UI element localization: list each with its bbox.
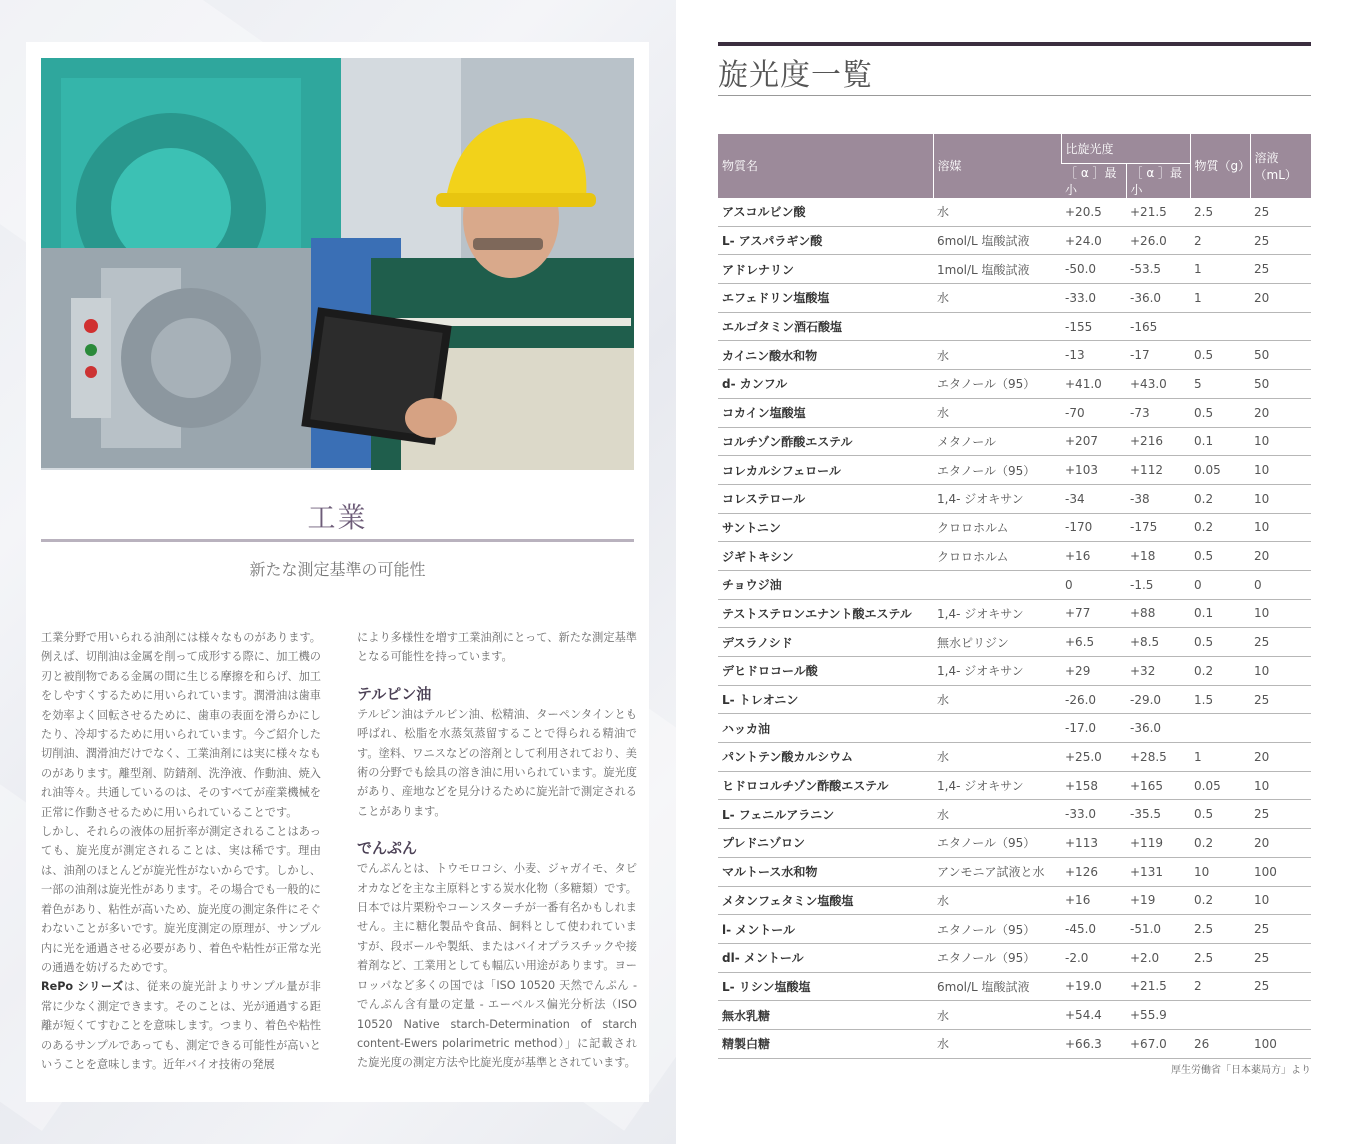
cell-mass: 1 (1190, 743, 1250, 772)
cell-volume: 25 (1250, 628, 1311, 657)
cell-name: L- リシン塩酸塩 (718, 972, 933, 1001)
cell-mass: 0.2 (1190, 484, 1250, 513)
cell-volume: 20 (1250, 398, 1311, 427)
cell-min1: +6.5 (1061, 628, 1126, 657)
cell-solvent: 1,4- ジオキサン (933, 599, 1061, 628)
cell-solvent: エタノール（95） (933, 943, 1061, 972)
cell-solvent (933, 570, 1061, 599)
cell-min2: -175 (1126, 513, 1190, 542)
cell-min2: -53.5 (1126, 255, 1190, 284)
cell-solvent: 水 (933, 685, 1061, 714)
cell-solvent: 水 (933, 1001, 1061, 1030)
cell-min2: +119 (1126, 829, 1190, 858)
cell-solvent: 6mol/L 塩酸試液 (933, 226, 1061, 255)
cell-name: d- カンフル (718, 370, 933, 399)
cell-name: エフェドリン塩酸塩 (718, 284, 933, 313)
cell-name: パントテン酸カルシウム (718, 743, 933, 772)
table-row (718, 1029, 1311, 1058)
cell-volume: 20 (1250, 743, 1311, 772)
cell-min2: -29.0 (1126, 685, 1190, 714)
cell-solvent: メタノール (933, 427, 1061, 456)
cell-solvent (933, 312, 1061, 341)
table-row (718, 657, 1311, 686)
cell-min2: +21.5 (1126, 972, 1190, 1001)
cell-name: 無水乳糖 (718, 1001, 933, 1030)
table-row (718, 857, 1311, 886)
cell-min2: +165 (1126, 771, 1190, 800)
cell-min2: +88 (1126, 599, 1190, 628)
right-page-top-bar (718, 42, 1311, 46)
table-row (718, 599, 1311, 628)
cell-solvent: クロロホルム (933, 513, 1061, 542)
section-title: 工業 (307, 501, 368, 534)
cell-min1: +158 (1061, 771, 1126, 800)
cell-min2: -38 (1126, 484, 1190, 513)
cell-mass: 0.5 (1190, 542, 1250, 571)
cell-min1: +24.0 (1061, 226, 1126, 255)
cell-mass: 2.5 (1190, 198, 1250, 227)
cell-min2: +21.5 (1126, 198, 1190, 227)
cell-name: 精製白糖 (718, 1029, 933, 1058)
header-specific-rotation: 比旋光度 (1061, 134, 1190, 163)
cell-min1: +16 (1061, 542, 1126, 571)
cell-solvent: エタノール（95） (933, 915, 1061, 944)
header-min-1: ［ α ］最小 (1061, 163, 1126, 198)
paragraph-repo-text: は、従来の旋光計よりサンプル量が非常に少なく測定できます。そのことは、光が通過する距離が短くてすむことを意味します。つまり、着色や粘性のあるサンプルであっても、測定できる可能性が高いということを意味します。近年バイオ技術の発展 (41, 980, 321, 1071)
cell-min1: +25.0 (1061, 743, 1126, 772)
cell-name: サントニン (718, 513, 933, 542)
table-row (718, 972, 1311, 1001)
body-column-2 (357, 628, 637, 1073)
cell-name: コレカルシフェロール (718, 456, 933, 485)
cell-volume: 25 (1250, 255, 1311, 284)
cell-name: アドレナリン (718, 255, 933, 284)
paragraph-turpentine: テルピン油はテルビン油、松精油、ターペンタインとも呼ばれ、松脂を水蒸気蒸留することで得られる精油です。塗料、ワニスなどの溶剤として利用されており、美術の分野でも絵具の溶き油に用いられています。旋光度があり、産地などを見分けるために旋光計で測定されることがあります。 (357, 707, 637, 818)
cell-name: メタンフェタミン塩酸塩 (718, 886, 933, 915)
cell-solvent: 水 (933, 198, 1061, 227)
cell-mass: 26 (1190, 1029, 1250, 1058)
header-min-2: ［ α ］最小 (1126, 163, 1190, 198)
cell-name: マルトース水和物 (718, 857, 933, 886)
table-row (718, 800, 1311, 829)
cell-min1: -33.0 (1061, 800, 1126, 829)
table-row (718, 484, 1311, 513)
cell-min1: +41.0 (1061, 370, 1126, 399)
cell-min2: -36.0 (1126, 284, 1190, 313)
cell-min1: 0 (1061, 570, 1126, 599)
cell-min1: +29 (1061, 657, 1126, 686)
cell-solvent: 1,4- ジオキサン (933, 771, 1061, 800)
cell-solvent: 水 (933, 800, 1061, 829)
cell-volume: 10 (1250, 513, 1311, 542)
table-row (718, 284, 1311, 313)
cell-mass (1190, 714, 1250, 743)
paragraph-intro: 工業分野で用いられる油剤には様々なものがあります。例えば、切削油は金属を削って成形する際に、加工機の刃と被削物である金属の間に生じる摩擦を和らげ、加工をしやすくするために用いられています。潤滑油は歯車を効率よく回転させるために、歯車の表面を滑らかにしたり、冷却するために用いられています。今ご紹介した切削油、潤滑油だけでなく、工業油剤には実に様々なものがあります。離型剤、防錆剤、洗浄液、作動油、焼入れ油等々。共通しているのは、そのすべてが産業機械を正常に作動させるために用いられていることです。 (41, 631, 321, 819)
cell-volume: 10 (1250, 484, 1311, 513)
cell-mass: 0.5 (1190, 341, 1250, 370)
table-row (718, 1001, 1311, 1030)
optical-rotation-table (718, 134, 1311, 1059)
cell-name: デヒドロコール酸 (718, 657, 933, 686)
cell-min2: +43.0 (1126, 370, 1190, 399)
table-row (718, 829, 1311, 858)
cell-min1: +66.3 (1061, 1029, 1126, 1058)
paragraph-repo (41, 977, 321, 1074)
cell-min1: -70 (1061, 398, 1126, 427)
cell-min1: -34 (1061, 484, 1126, 513)
cell-min2: +216 (1126, 427, 1190, 456)
page-title: 旋光度一覧 (718, 58, 873, 93)
cell-volume: 0 (1250, 570, 1311, 599)
cell-volume: 10 (1250, 427, 1311, 456)
cell-min2: +112 (1126, 456, 1190, 485)
table-row (718, 370, 1311, 399)
cell-min1: +19.0 (1061, 972, 1126, 1001)
cell-name: コルチゾン酢酸エステル (718, 427, 933, 456)
cell-min2: -165 (1126, 312, 1190, 341)
cell-name: プレドニゾロン (718, 829, 933, 858)
section-subtitle: 新たな測定基準の可能性 (249, 560, 426, 579)
cell-min1: -13 (1061, 341, 1126, 370)
repo-series-bold: RePo シリーズ (41, 980, 124, 994)
header-solvent: 溶媒 (933, 134, 1061, 198)
cell-volume: 100 (1250, 1029, 1311, 1058)
cell-min1: +207 (1061, 427, 1126, 456)
cell-min2: +8.5 (1126, 628, 1190, 657)
cell-mass: 1 (1190, 255, 1250, 284)
cell-min2: +19 (1126, 886, 1190, 915)
cell-mass: 0.5 (1190, 800, 1250, 829)
cell-name: ハッカ油 (718, 714, 933, 743)
cell-name: l- メントール (718, 915, 933, 944)
cell-mass: 5 (1190, 370, 1250, 399)
cell-volume: 10 (1250, 771, 1311, 800)
cell-volume: 20 (1250, 284, 1311, 313)
cell-min1: +126 (1061, 857, 1126, 886)
cell-min1: -155 (1061, 312, 1126, 341)
cell-min1: -45.0 (1061, 915, 1126, 944)
cell-name: ジギトキシン (718, 542, 933, 571)
cell-solvent: 1,4- ジオキサン (933, 484, 1061, 513)
cell-volume: 25 (1250, 915, 1311, 944)
cell-min2: -35.5 (1126, 800, 1190, 829)
cell-volume: 50 (1250, 341, 1311, 370)
cell-min1: -17.0 (1061, 714, 1126, 743)
cell-min2: +67.0 (1126, 1029, 1190, 1058)
cell-volume (1250, 714, 1311, 743)
cell-solvent: 6mol/L 塩酸試液 (933, 972, 1061, 1001)
cell-mass: 0.1 (1190, 427, 1250, 456)
industrial-worker-photo (41, 58, 634, 470)
paragraph-refraction: しかし、それらの液体の屈折率が測定されることはあっても、旋光度が測定されることは、実は稀です。理由は、油剤のほとんどが旋光性がないからです。しかし、一部の油剤は旋光性があります。その場合でも一般的に着色があり、粘性が高いため、旋光度の測定条件にそぐわないことが多いです。旋光度測定の原理が、サンプル内に光を通過させる必要があり、着色や粘性が正常な光の通過を妨げるためです。 (41, 825, 321, 974)
cell-name: デスラノシド (718, 628, 933, 657)
cell-solvent: 水 (933, 743, 1061, 772)
cell-min1: +103 (1061, 456, 1126, 485)
cell-volume: 25 (1250, 800, 1311, 829)
cell-min1: +20.5 (1061, 198, 1126, 227)
cell-volume: 25 (1250, 943, 1311, 972)
cell-min1: -26.0 (1061, 685, 1126, 714)
paragraph-continuation: により多様性を増す工業油剤にとって、新たな測定基準となる可能性を持っています。 (357, 631, 637, 664)
cell-name: アスコルビン酸 (718, 198, 933, 227)
heading-starch: でんぷん (357, 839, 418, 858)
cell-mass: 0.1 (1190, 599, 1250, 628)
cell-volume: 100 (1250, 857, 1311, 886)
cell-volume: 25 (1250, 685, 1311, 714)
cell-mass: 0.2 (1190, 829, 1250, 858)
table-row (718, 198, 1311, 227)
cell-volume: 20 (1250, 829, 1311, 858)
cell-name: コレステロール (718, 484, 933, 513)
cell-mass: 0.2 (1190, 513, 1250, 542)
cell-min2: -36.0 (1126, 714, 1190, 743)
table-row (718, 255, 1311, 284)
table-row (718, 714, 1311, 743)
cell-volume: 50 (1250, 370, 1311, 399)
cell-name: カイニン酸水和物 (718, 341, 933, 370)
cell-min2: -51.0 (1126, 915, 1190, 944)
title-underline (718, 95, 1311, 96)
cell-min2: +28.5 (1126, 743, 1190, 772)
cell-mass (1190, 312, 1250, 341)
cell-volume: 25 (1250, 226, 1311, 255)
cell-solvent: 水 (933, 341, 1061, 370)
cell-min1: +54.4 (1061, 1001, 1126, 1030)
cell-solvent: クロロホルム (933, 542, 1061, 571)
cell-volume: 20 (1250, 542, 1311, 571)
table-row (718, 341, 1311, 370)
table-row (718, 628, 1311, 657)
cell-min2: +18 (1126, 542, 1190, 571)
cell-volume: 10 (1250, 456, 1311, 485)
cell-mass: 2.5 (1190, 915, 1250, 944)
cell-min1: +16 (1061, 886, 1126, 915)
cell-mass: 2 (1190, 226, 1250, 255)
cell-mass: 10 (1190, 857, 1250, 886)
cell-solvent: エタノール（95） (933, 456, 1061, 485)
cell-min2: +32 (1126, 657, 1190, 686)
cell-volume: 10 (1250, 886, 1311, 915)
cell-mass: 1 (1190, 284, 1250, 313)
cell-solvent: 1,4- ジオキサン (933, 657, 1061, 686)
cell-mass: 1.5 (1190, 685, 1250, 714)
cell-solvent: 水 (933, 1029, 1061, 1058)
cell-mass: 0.2 (1190, 886, 1250, 915)
cell-mass: 2 (1190, 972, 1250, 1001)
cell-volume: 10 (1250, 599, 1311, 628)
cell-min1: +113 (1061, 829, 1126, 858)
cell-solvent: エタノール（95） (933, 370, 1061, 399)
cell-solvent: アンモニア試液と水 (933, 857, 1061, 886)
table-row (718, 456, 1311, 485)
table-row (718, 771, 1311, 800)
cell-name: テストステロンエナント酸エステル (718, 599, 933, 628)
cell-min2: -73 (1126, 398, 1190, 427)
table-row (718, 886, 1311, 915)
cell-mass: 2.5 (1190, 943, 1250, 972)
cell-mass (1190, 1001, 1250, 1030)
table-row (718, 570, 1311, 599)
table-row (718, 427, 1311, 456)
table-row (718, 398, 1311, 427)
table-row (718, 743, 1311, 772)
cell-solvent: 水 (933, 398, 1061, 427)
cell-name: ヒドロコルチゾン酢酸エステル (718, 771, 933, 800)
cell-solvent: 1mol/L 塩酸試液 (933, 255, 1061, 284)
cell-min1: -170 (1061, 513, 1126, 542)
cell-min1: -33.0 (1061, 284, 1126, 313)
cell-name: L- トレオニン (718, 685, 933, 714)
cell-solvent: 水 (933, 886, 1061, 915)
table-row (718, 513, 1311, 542)
cell-min1: -50.0 (1061, 255, 1126, 284)
table-row (718, 226, 1311, 255)
cell-solvent: エタノール（95） (933, 829, 1061, 858)
cell-volume: 25 (1250, 198, 1311, 227)
cell-min2: +2.0 (1126, 943, 1190, 972)
cell-mass: 0.5 (1190, 398, 1250, 427)
cell-name: チョウジ油 (718, 570, 933, 599)
cell-name: L- フェニルアラニン (718, 800, 933, 829)
cell-name: エルゴタミン酒石酸塩 (718, 312, 933, 341)
paragraph-starch: でんぷんとは、トウモロコシ、小麦、ジャガイモ、タピオカなどを主な主原料とする炭水化物（多糖類）です。日本では片栗粉やコーンスターチが一番有名かもしれません。主に糖化製品や食品、飼料として使われていますが、段ボールや製紙、またはバイオプラスチックや接着剤など、工業用としても幅広い用途があります。ヨーロッパなど多くの国では「ISO 10520 天然でんぷん - でんぷん含有量の定量 - エーベルス偏光分析法（ISO 10520 Native starch-Determination of starch content-Ewers polarimetric method）」に記載された旋光度の測定方法や比旋光度が基準とされています。 (357, 862, 637, 1070)
cell-volume: 25 (1250, 972, 1311, 1001)
cell-min2: +131 (1126, 857, 1190, 886)
cell-mass: 0.05 (1190, 771, 1250, 800)
heading-turpentine: テルピン油 (357, 684, 432, 703)
cell-min1: -2.0 (1061, 943, 1126, 972)
table-row (718, 685, 1311, 714)
cell-volume (1250, 1001, 1311, 1030)
cell-mass: 0.2 (1190, 657, 1250, 686)
cell-mass: 0.5 (1190, 628, 1250, 657)
header-mass: 物質（g） (1190, 134, 1250, 198)
cell-solvent: 無水ピリジン (933, 628, 1061, 657)
cell-name: dl- メントール (718, 943, 933, 972)
table-row (718, 943, 1311, 972)
cell-mass: 0.05 (1190, 456, 1250, 485)
cell-mass: 0 (1190, 570, 1250, 599)
table-row (718, 312, 1311, 341)
cell-solvent: 水 (933, 284, 1061, 313)
cell-min2: -17 (1126, 341, 1190, 370)
section-divider (41, 539, 634, 542)
body-column-1 (41, 628, 321, 1074)
cell-min2: -1.5 (1126, 570, 1190, 599)
header-substance: 物質名 (718, 134, 933, 198)
cell-name: コカイン塩酸塩 (718, 398, 933, 427)
cell-volume (1250, 312, 1311, 341)
table-row (718, 915, 1311, 944)
source-note: 厚生労働省「日本薬局方」より (1171, 1065, 1311, 1076)
left-page-card (26, 42, 649, 1102)
cell-name: L- アスパラギン酸 (718, 226, 933, 255)
cell-min1: +77 (1061, 599, 1126, 628)
cell-volume: 10 (1250, 657, 1311, 686)
cell-min2: +26.0 (1126, 226, 1190, 255)
table-row (718, 542, 1311, 571)
cell-solvent (933, 714, 1061, 743)
header-volume: 溶液（mL） (1250, 134, 1311, 198)
cell-min2: +55.9 (1126, 1001, 1190, 1030)
